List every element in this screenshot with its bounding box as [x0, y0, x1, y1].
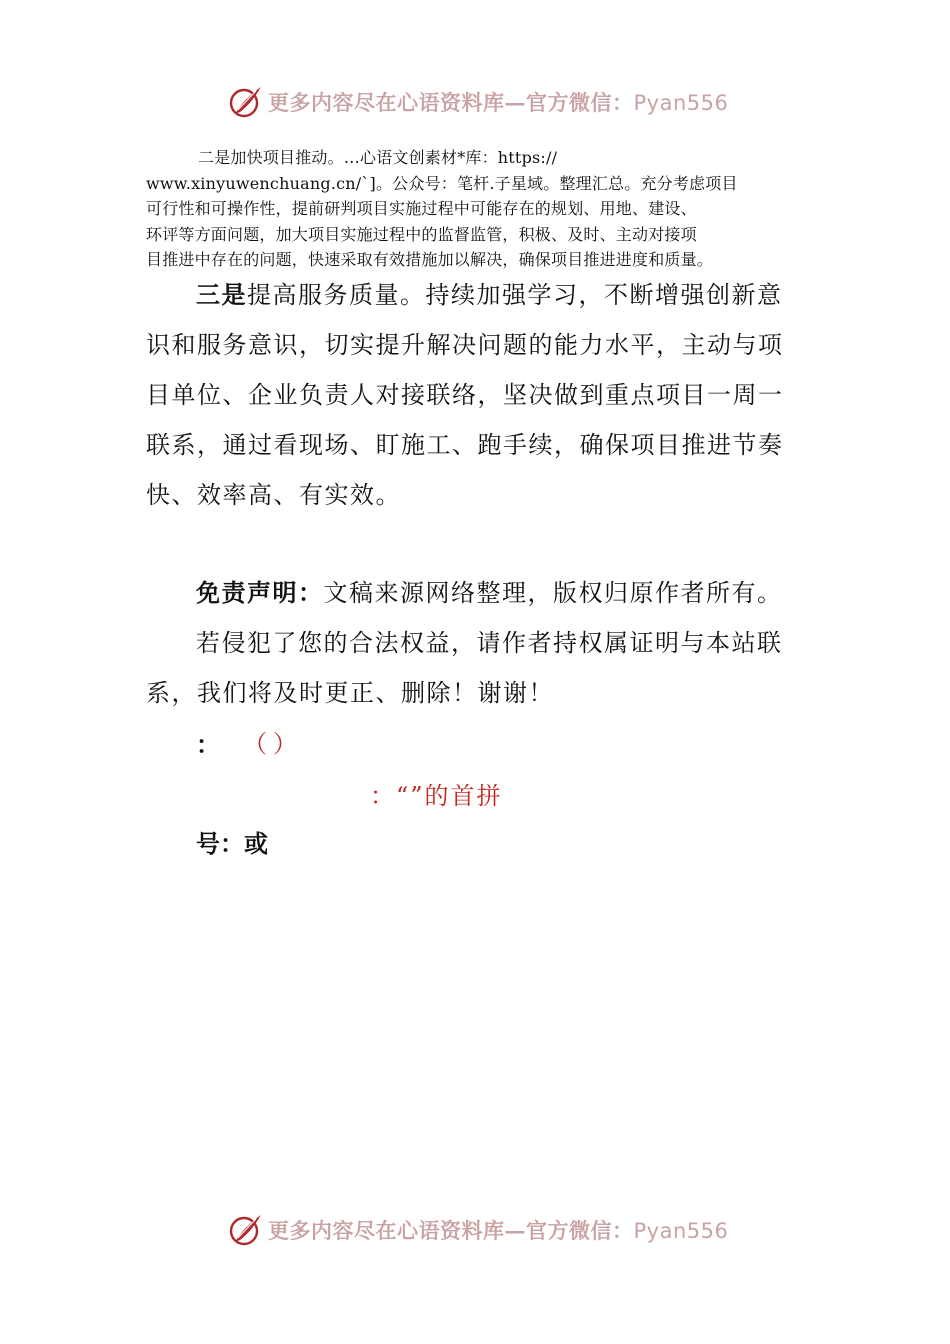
paragraph-line: 可行性和可操作性，提前研判项目实施过程中可能存在的规划、用地、建设、	[146, 199, 697, 218]
paragraph-line: 快、效率高、有实效。	[146, 481, 401, 509]
quill-logo-icon	[228, 84, 264, 120]
disclaimer-label: 免责声明：	[196, 579, 324, 607]
paragraph-line: 识和服务意识，切实提升解决问题的能力水平，主动与项	[146, 331, 784, 359]
disclaimer-line: 若侵犯了您的合法权益，请作者持权属证明与本站联	[196, 629, 783, 657]
banner-text: 更多内容尽在心语资料库—官方微信：Pyan556	[268, 1218, 729, 1243]
paragraph-two	[146, 145, 814, 273]
paragraph-three	[146, 270, 826, 520]
footer-banner	[228, 1210, 788, 1250]
red-parentheses: （）	[243, 730, 303, 758]
paragraph-line: 联系，通过看现场、盯施工、跑手续，确保项目推进节奏	[146, 431, 784, 459]
bold-colon: ：	[196, 731, 220, 759]
paragraph-line: 目推进中存在的问题，快速采取有效措施加以解决，确保项目推进进度和质量。	[146, 250, 714, 269]
quill-logo-icon	[228, 1212, 264, 1248]
red-initials-note: ：“”的首拼	[370, 782, 503, 810]
paragraph-line: 目单位、企业负责人对接联络，坚决做到重点项目一周一	[146, 381, 784, 409]
paragraph-lead: 三是	[196, 281, 247, 309]
header-banner	[228, 82, 788, 122]
disclaimer-line: 系，我们将及时更正、删除！谢谢！	[146, 679, 554, 707]
paragraph-line: 三是提高服务质量。持续加强学习，不断增强创新意	[196, 281, 783, 309]
paragraph-line: 环评等方面问题，加大项目实施过程中的监督监管，积极、及时、主动对接项	[146, 224, 697, 244]
paragraph-line: 二是加快项目推动。…心语文创素材*库：https://	[198, 148, 558, 167]
disclaimer-line: 免责声明：文稿来源网络整理，版权归原作者所有。	[196, 579, 783, 607]
paragraph-line: www.xinyuwenchuang.cn/`]。公众号：笔杆.子星域。整理汇总。充分考虑项目	[146, 173, 738, 193]
account-label: 号：或	[196, 830, 268, 858]
banner-text: 更多内容尽在心语资料库—官方微信：Pyan556	[268, 90, 729, 115]
disclaimer	[146, 568, 826, 718]
